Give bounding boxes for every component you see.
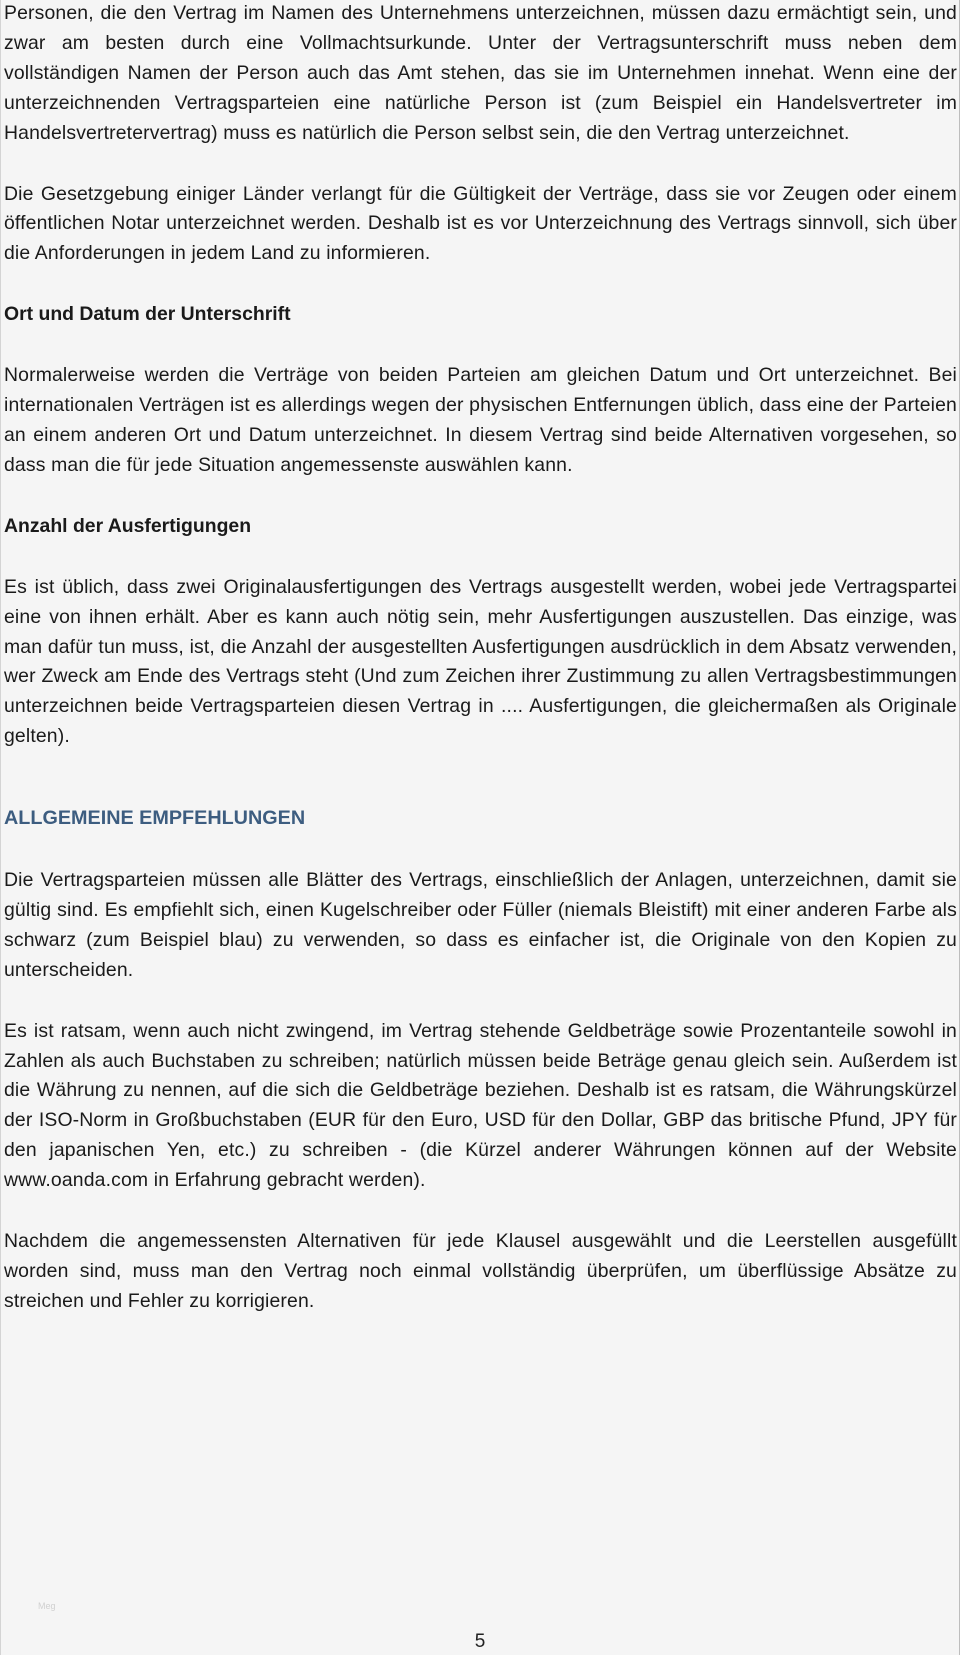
watermark-text: Meg (38, 1601, 56, 1611)
paragraph-signatories: Personen, die den Vertrag im Namen des Unternehmens unterzeichnen, müssen dazu ermächtigt sein, und zwar am besten durch eine Vollmachtsurkunde. Unter der Vertragsunterschrift muss neben dem vollständigen Namen der Person auch das Amt stehen, das sie im Unternehmen innehat. Wenn eine der unterzeichnenden Vertragsparteien eine natürliche Person ist (zum Beispiel ein Handelsvertreter im Handelsvertretervertrag) muss es natürlich die Person selbst sein, die den Vertrag unterzeichnet. (4, 2, 957, 144)
paragraph-final-review: Nachdem die angemessensten Alternativen für jede Klausel ausgewählt und die Leerstellen ausgefüllt worden sind, muss man den Vertrag noch einmal vollständig überprüfen, um überflüssige Absätze zu streichen und Fehler zu korrigieren. (4, 1230, 957, 1312)
document-body (4, 0, 957, 1348)
paragraph-anzahl: Es ist üblich, dass zwei Originalausfertigungen des Vertrags ausgestellt werden, wobei jede Vertragspartei eine von ihnen erhält. Aber es kann auch nötig sein, mehr Ausfertigungen auszustellen. Das einzige, was man dafür tun muss, ist, die Anzahl der ausgestellten Ausfertigungen ausdrücklich in dem Absatz verwenden, wer Zweck am Ende des Vertrags steht (Und zum Zeichen ihrer Zustimmung zu allen Vertragsbestimmungen unterzeichnen beide Vertragsparteien diesen Vertrag in .... Ausfertigungen, die gleichermaßen als Originale gelten). (4, 575, 957, 748)
heading-ort-datum: Ort und Datum der Unterschrift (4, 303, 291, 326)
paragraph-ort-datum: Normalerweise werden die Verträge von beiden Parteien am gleichen Datum und Ort unterzeichnet. Bei internationalen Verträgen ist es allerdings wegen der physischen Entfernungen üblich, dass eine der Parteien an einem anderen Ort und Datum unterzeichnet. In diesem Vertrag sind beide Alternativen vorgesehen, so dass man die für jede Situation angemessenste auswählen kann. (4, 364, 957, 476)
page-number: 5 (474, 1631, 486, 1652)
paragraph-currency: Es ist ratsam, wenn auch nicht zwingend, im Vertrag stehende Geldbeträge sowie Prozentanteile sowohl in Zahlen als auch Buchstaben zu schreiben; natürlich müssen beide Beträge genau gleich sein. Außerdem ist die Währung zu nennen, auf die sich die Geldbeträge beziehen. Deshalb ist es ratsam, die Währungskürzel der ISO-Norm in Großbuchstaben (EUR für den Euro, USD für den Dollar, GBP das britische Pfund, JPY für den japanischen Yen, etc.) zu schreiben - (die Kürzel anderer Währungen können auf der Website www.oanda.com in Erfahrung gebracht werden). (4, 1019, 957, 1192)
heading-allgemeine-empfehlungen: ALLGEMEINE EMPFEHLUNGEN (4, 807, 306, 830)
paragraph-legislation: Die Gesetzgebung einiger Länder verlangt für die Gültigkeit der Verträge, dass sie vor Zeugen oder einem öffentlichen Notar unterzeichnet werden. Deshalb ist es vor Unterzeichnung des Vertrags sinnvoll, sich über die Anforderungen in jedem Land zu informieren. (4, 182, 957, 265)
paragraph-signing-pages: Die Vertragsparteien müssen alle Blätter des Vertrags, einschließlich der Anlagen, unterzeichnen, damit sie gültig sind. Es empfiehlt sich, einen Kugelschreiber oder Füller (niemals Bleistift) mit einer anderen Farbe als schwarz (zum Beispiel blau) zu verwenden, so dass es einfacher ist, die Originale von den Kopien zu unterscheiden. (4, 869, 957, 981)
heading-anzahl: Anzahl der Ausfertigungen (4, 514, 252, 537)
page-border-left (0, 0, 1, 1655)
